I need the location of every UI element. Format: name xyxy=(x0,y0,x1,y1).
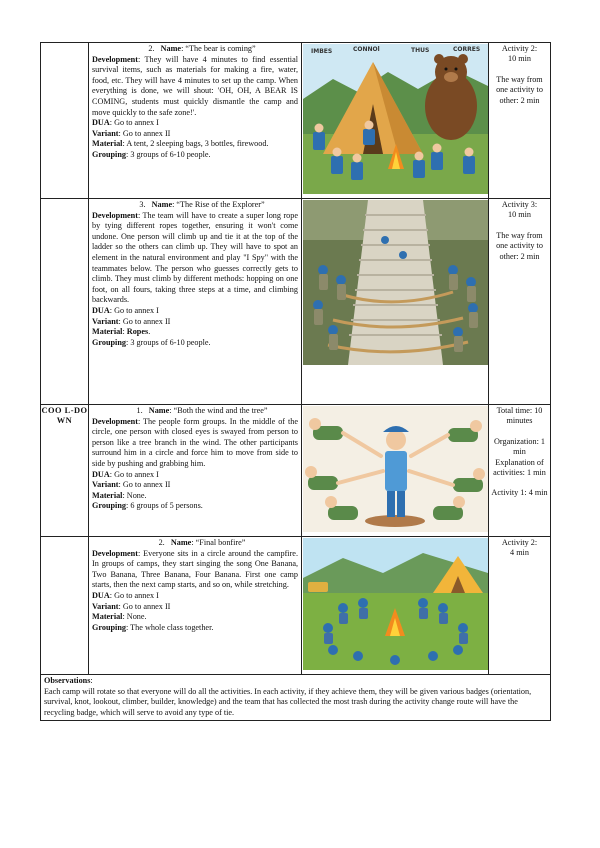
rope-ladder-photo xyxy=(303,200,488,365)
bonfire-illustration xyxy=(303,538,488,670)
activity-cell xyxy=(89,199,302,405)
observations-label: Observations xyxy=(44,676,91,685)
table-row xyxy=(41,43,551,199)
time-line: The way from one activity to other: 2 min xyxy=(496,230,543,261)
activity-cell xyxy=(89,43,302,199)
activity-variant: Variant: Go to annex II xyxy=(92,128,171,138)
image-caption-4: CORRES xyxy=(453,46,481,53)
activity-development: Development: Everyone sits in a circle around the campfire. In groups of camps, they start singing the song One Banana, Two Banana, Three Banana, Four Banana. First one camp starts, then the next camp starts, and so on, while stretching. xyxy=(92,548,298,590)
image-caption-1: IMBES xyxy=(311,48,333,55)
observations-text: Each camp will rotate so that everyone will do all the activities. In each activity, if they achieve them, they will be given various badges (orientation, survival, knot, lookout, climber, builder, knowledge) and the team that has collected the most trash during the activity change route will have the recycling badge, which will serve to avoid any type of tie. xyxy=(44,686,532,717)
activity-variant: Variant: Go to annex II xyxy=(92,480,171,490)
activity-material: Material: None. xyxy=(92,490,147,500)
time-line: Total time: 10 minutes xyxy=(496,406,543,426)
activity-cell xyxy=(89,405,302,537)
time-line: Activity 2: xyxy=(501,44,538,53)
time-cell xyxy=(489,405,551,537)
image-caption-3: THUS xyxy=(411,47,430,54)
time-line: 4 min xyxy=(510,548,529,558)
time-line: Activity 3: xyxy=(501,200,538,209)
activity-name: 3. Name: “The Rise of the Explorer” xyxy=(139,200,265,209)
observations-row xyxy=(41,675,551,721)
time-cell xyxy=(489,43,551,199)
phase-cell xyxy=(41,43,89,199)
observations-cell: Observations: Each camp will rotate so that everyone will do all the activities. In each activity, if they achieve them, they will be given various badges (orientation, survival, knot, lookout, climber, builder, knowledge) and the team that has collected the most trash during the activity change route will have the recycling badge, which will serve to avoid any type of tie. xyxy=(41,675,551,721)
activity-dua: DUA: Go to annex I xyxy=(92,305,159,315)
time-line: Activity 1: 4 min xyxy=(491,488,548,498)
activity-dua: DUA: Go to annex I xyxy=(92,469,159,479)
illustration-cell xyxy=(302,43,489,199)
activity-dua: DUA: Go to annex I xyxy=(92,118,159,128)
activity-material: Material: A tent, 2 sleeping bags, 3 bottles, firewood. xyxy=(92,139,269,149)
activity-dua: DUA: Go to annex I xyxy=(92,590,159,600)
activity-cell xyxy=(89,537,302,675)
activity-material: Material: None. xyxy=(92,612,147,622)
activity-material: Material: Ropes. xyxy=(92,327,151,337)
time-cell xyxy=(489,199,551,405)
activity-name: 2. Name: “The bear is coming” xyxy=(148,44,256,53)
image-caption-2: CONNOl xyxy=(353,46,380,53)
time-line: Explanation of activities: 1 min xyxy=(493,457,546,478)
activity-name: 2. Name: “Final bonfire” xyxy=(158,538,246,547)
activity-development: Development: The people form groups. In the middle of the circle, one person with closed eyes is swayed from person to person like a tree branch in the wind. The other participants surround him in a circle and force him to move from side to side by pushing and grabbing him. xyxy=(92,416,298,468)
bear-camp-illustration xyxy=(303,44,488,194)
activity-development: Development: The team will have to create a super long rope by tying different ropes together, ensuring it won't come undone. One person will climb up and tie it at the top of the ladder so the others can climb up. They will have to spot an element in the natural environment and play "I Spy" with the teammates below. The person who guesses correctly gets to climb. They must climb by different methods: hopping on one foot, on all fours, taking three steps at a time, and climbing backwards. xyxy=(92,210,298,305)
illustration-cell xyxy=(302,405,489,537)
phase-cell xyxy=(41,537,89,675)
phase-cell: COO L-DO WN xyxy=(41,405,89,537)
time-line: 10 min xyxy=(508,54,531,64)
activity-variant: Variant: Go to annex II xyxy=(92,316,171,326)
activity-name: 1. Name: “Both the wind and the tree” xyxy=(136,406,268,415)
activity-grouping: Grouping: 6 groups of 5 persons. xyxy=(92,501,203,511)
time-line: The way from one activity to other: 2 min xyxy=(496,74,543,105)
table-row xyxy=(41,537,551,675)
table-row xyxy=(41,405,551,537)
activity-grouping: Grouping: 3 groups of 6-10 people. xyxy=(92,337,211,347)
time-line: Activity 2: xyxy=(501,538,538,547)
time-cell xyxy=(489,537,551,675)
activity-table xyxy=(40,42,551,721)
activity-variant: Variant: Go to annex II xyxy=(92,601,171,611)
activity-development: Development: They will have 4 minutes to find essential survival items, such as materials for making a fire, water, food, etc. They will have 4 minutes to set up the camp. When everything is done, we will shout: 'OH, OH, A BEAR IS COMING, students must quickly dismantle the camp and move quickly to the safe zone!'. xyxy=(92,54,298,117)
illustration-cell xyxy=(302,199,489,405)
time-line: 10 min xyxy=(508,210,531,220)
time-line: Organization: 1 min xyxy=(493,436,545,457)
activity-grouping: Grouping: The whole class together. xyxy=(92,622,214,632)
phase-cell xyxy=(41,199,89,405)
wind-tree-illustration xyxy=(303,406,488,532)
table-row xyxy=(41,199,551,405)
illustration-cell xyxy=(302,537,489,675)
activity-grouping: Grouping: 3 groups of 6-10 people. xyxy=(92,149,211,159)
